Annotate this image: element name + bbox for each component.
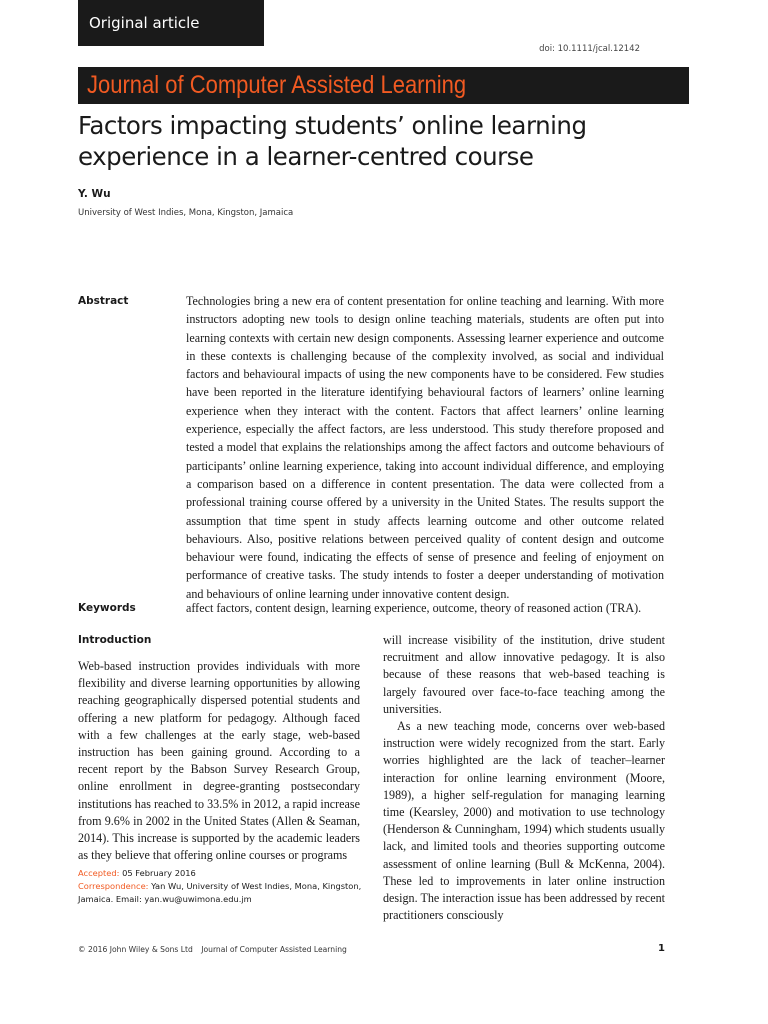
introduction-heading: Introduction	[78, 634, 152, 646]
footer-journal: Journal of Computer Assisted Learning	[201, 945, 347, 954]
intro-right-column	[383, 632, 665, 924]
intro-right-paragraph-2: As a new teaching mode, concerns over web-based instruction were widely recognized from the start. Early worries highlighted are the lack of teacher–learner interaction for online learning environment (Moore, 1989), a higher self-regulation for managing learning time (Kearsley, 2000) and motivation to use technology (Henderson & Cunningham, 1994) which students usually lack, and limited tools and theories supporting outcome assessment of online learning (Bull & McKenna, 2004). These led to improvements in later online instruction design. The interaction issue has been addressed by recent practitioners consciously	[383, 719, 665, 923]
abstract-text: Technologies bring a new era of content presentation for online teaching and learning. With more instructors adopting new tools to design online teaching materials, students are often put into learning contexts with certain new design components. Assessing learner experience and outcome in these contexts is challenging because of the complexity involved, as social and individual factors and behavioural impacts of using the new components have to be considered. Few studies have been reported in the literature identifying behavioural factors of learners’ online learning experience when they interact with the content. Factors that affect learners’ online learning experience, especially the affect factors, are less understood. This study therefore proposed and tested a model that explains the relationships among the affect factors and outcome behaviours of participants’ online learning experience, taking into account individual difference, and employing a comparison based on a difference in content presentation. The data were collected from a professional training course offered by a university in the United States. The results support the assumption that time spent in study affects learning outcome and other outcome related behaviours. Also, positive relations between perceived quality of content design and outcome behaviour were found, indicating the effects of sense of presence and feeling of enjoyment on performance of creative tasks. The study intends to foster a deeper understanding of motivation and behaviours of online learning under innovative content design.	[186, 294, 664, 601]
keywords-text: affect factors, content design, learning experience, outcome, theory of reasoned action (TRA).	[186, 601, 642, 615]
correspondence-label: Correspondence:	[78, 881, 149, 891]
article-type-tag	[78, 0, 264, 46]
accepted-label: Accepted:	[78, 868, 120, 878]
accepted-note	[78, 867, 363, 880]
article-type-label: Original article	[89, 14, 200, 32]
copyright: © 2016 John Wiley & Sons Ltd	[78, 945, 193, 954]
abstract-label: Abstract	[78, 295, 129, 307]
journal-banner	[78, 67, 689, 104]
article-notes	[78, 867, 363, 906]
intro-right-paragraph-1: will increase visibility of the institution, drive student recruitment and allow innovative pedagogy. It is also because of these reasons that web-based teaching is largely favoured over face-to-face teaching among the universities.	[383, 633, 665, 716]
journal-name: Journal of Computer Assisted Learning	[87, 71, 467, 99]
author-name: Y. Wu	[78, 188, 111, 200]
article-title: Factors impacting students’ online learning experience in a learner-centred course	[78, 111, 587, 171]
page-footer	[78, 945, 347, 954]
correspondence-note	[78, 880, 363, 906]
page-number: 1	[658, 943, 665, 954]
intro-left-paragraph: Web-based instruction provides individuals with more flexibility and diverse learning opportunities by allowing reaching geographically dispersed potential students and offering a new platform for pedagogy. Although faced with a few challenges at the early stage, web-based instruction has been gaining ground. According to a recent report by the Babson Survey Research Group, online enrollment in degree-granting postsecondary institutions has reached to 33.5% in 2012, a rapid increase from 9.6% in 2002 in the United States (Allen & Seaman, 2014). This increase is supported by the academic leaders as they believe that offering online courses or programs	[78, 659, 360, 863]
keywords-label: Keywords	[78, 602, 136, 614]
doi[interactable]: doi: 10.1111/jcal.12142	[539, 44, 640, 54]
accepted-date: 05 February 2016	[122, 868, 196, 878]
correspondence-details: Yan Wu, University of West Indies, Mona, Kingston, Jamaica. Email: yan.wu@uwimona.edu.jm	[78, 881, 362, 904]
author-affiliation: University of West Indies, Mona, Kingston, Jamaica	[78, 208, 294, 218]
